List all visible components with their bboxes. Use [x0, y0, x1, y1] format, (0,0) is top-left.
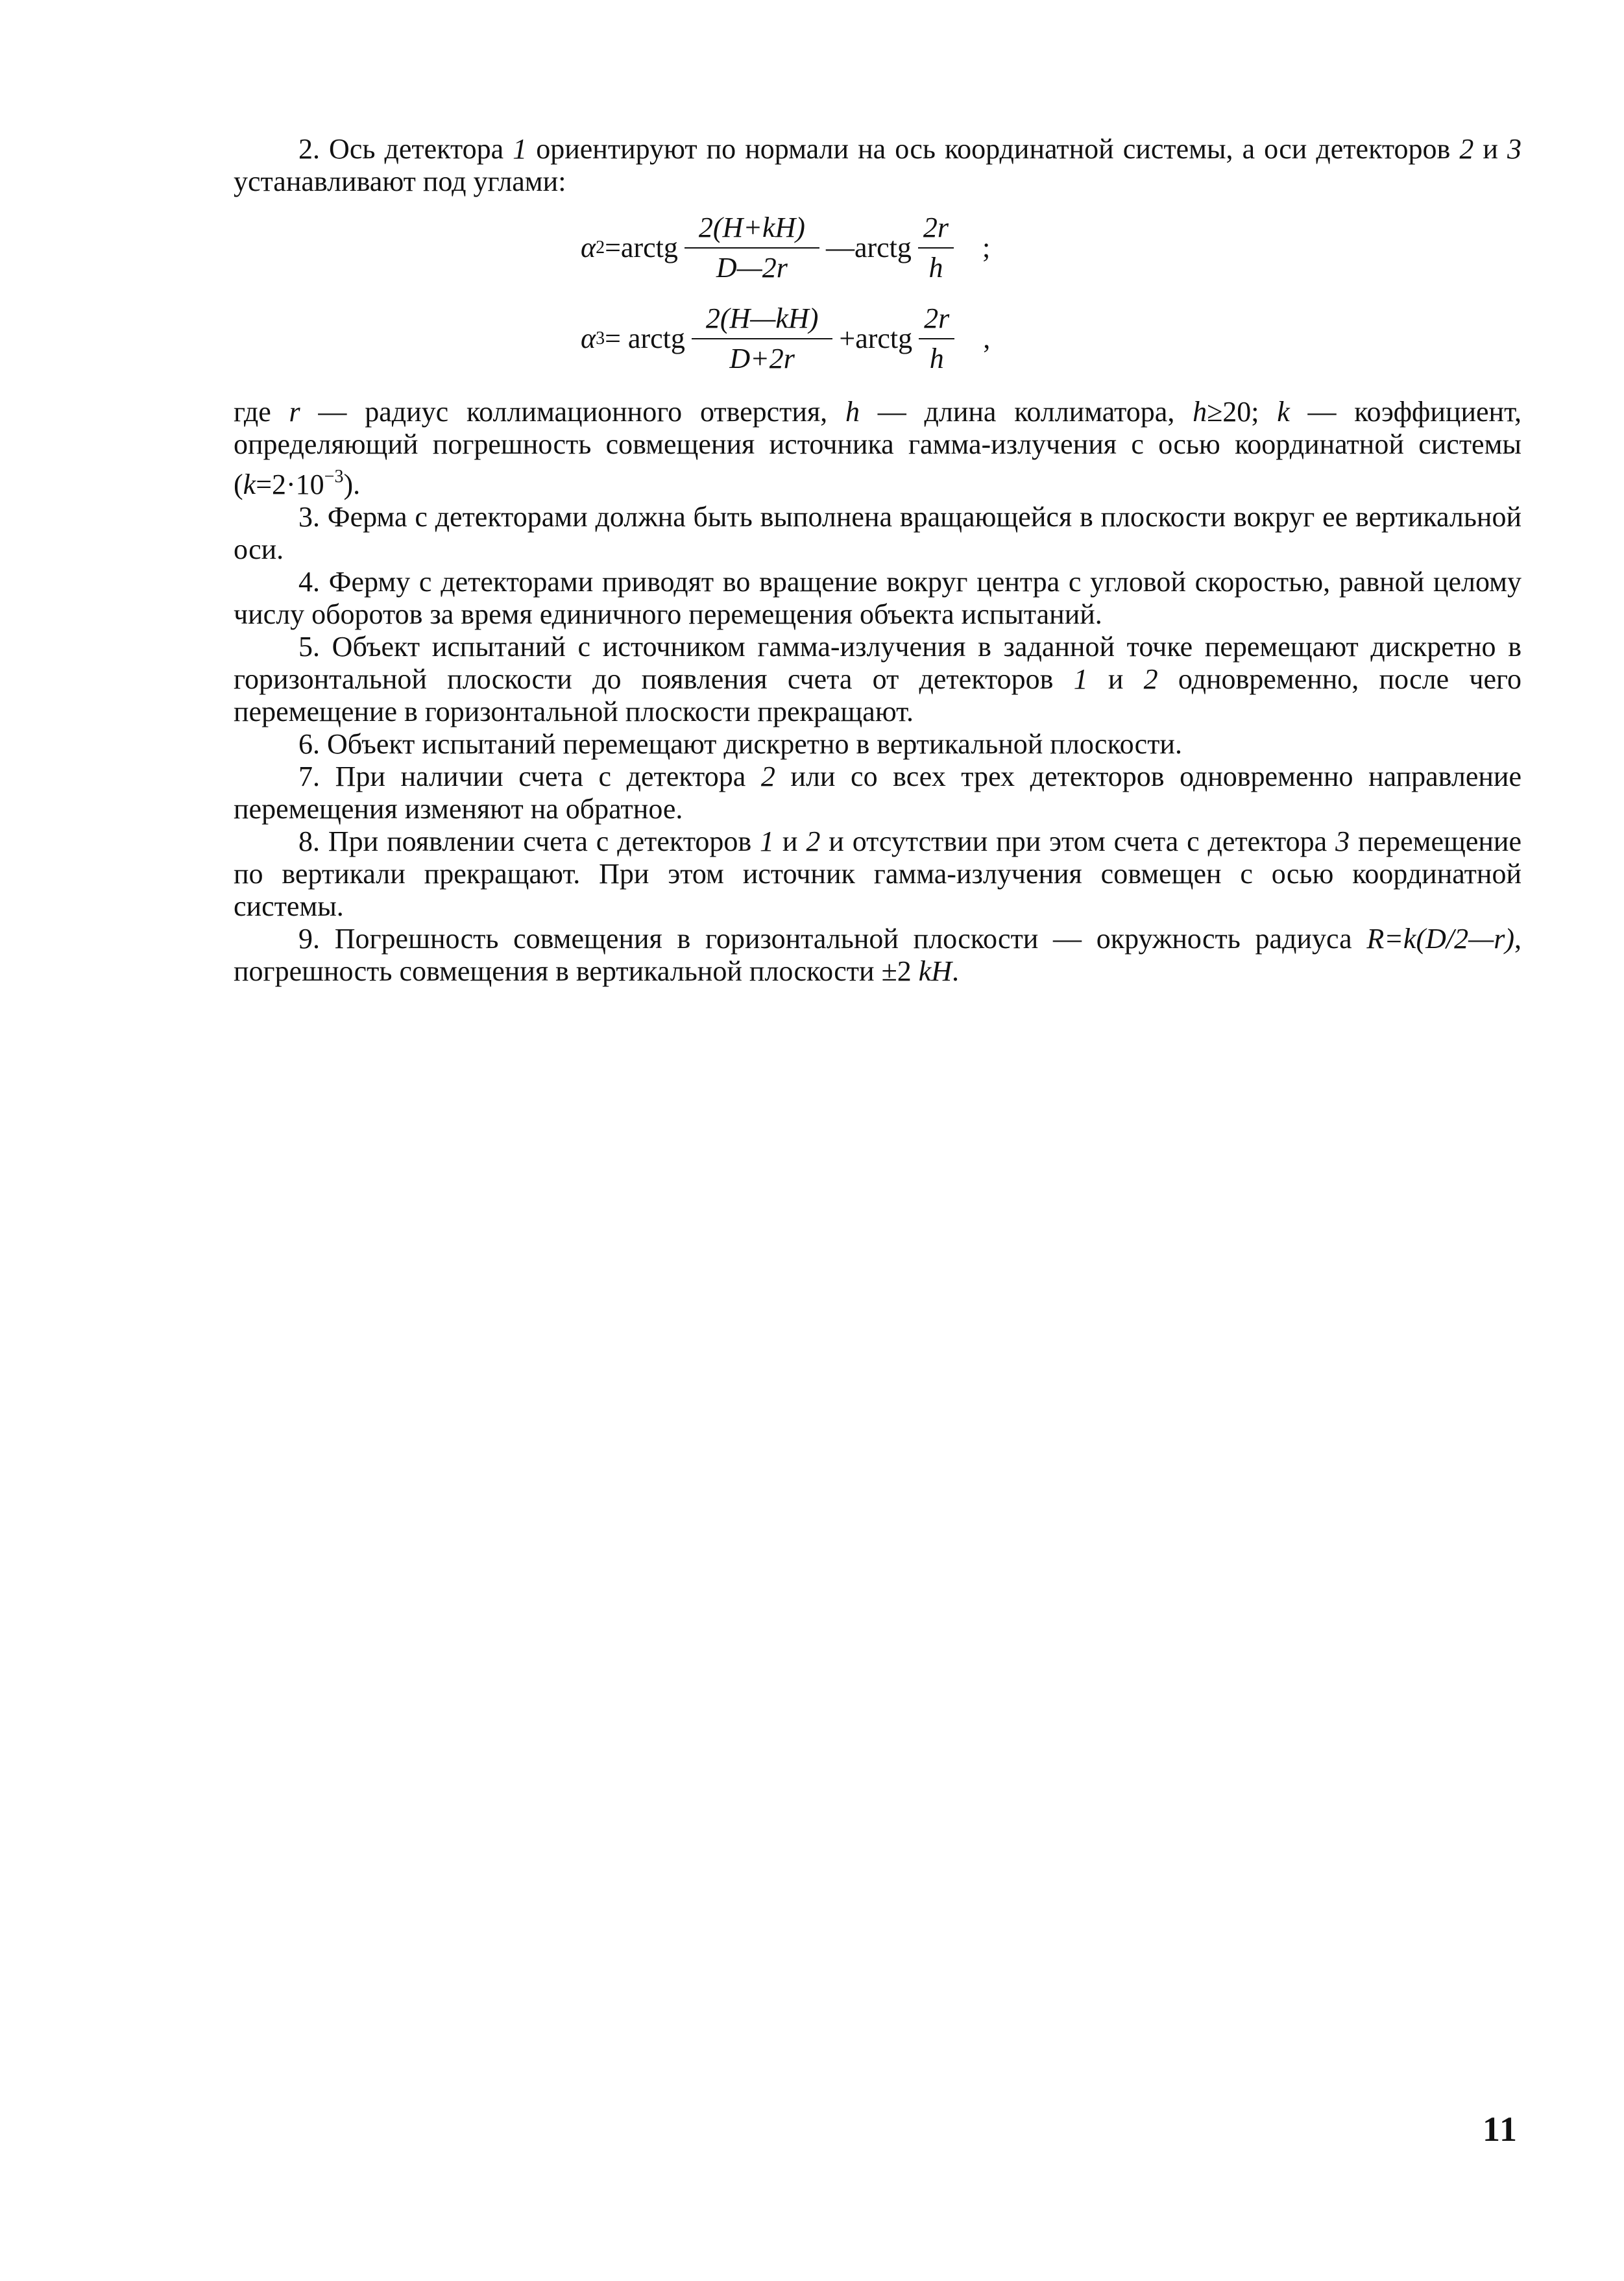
formula-operator: —arctg: [825, 232, 912, 263]
variable: k: [1277, 396, 1290, 428]
variable: r: [289, 396, 300, 428]
paragraph-3: 3. Ферма с детекторами должна быть выполнена вращающейся в плоскости вокруг ее вертикальной оси.: [234, 501, 1521, 565]
detector-number: 3: [1335, 825, 1350, 857]
text-run: .: [952, 955, 960, 987]
fraction-numerator: 2r: [918, 211, 954, 249]
text-run: и: [1087, 663, 1144, 695]
detector-number: 3: [1507, 133, 1521, 165]
paragraph-2: [234, 133, 1521, 198]
fraction: [919, 302, 954, 376]
text-run: 8. При появлении счета с детекторов: [298, 825, 760, 857]
text-run: — коэффициент, определяющий погрешность совмещения источника гамма-излучения с осью координатной системы (: [234, 396, 1522, 500]
formula-lhs-subscript: 2: [596, 238, 605, 258]
text-run: где: [234, 396, 289, 428]
text-run: ).: [343, 469, 361, 500]
paragraph-7: [234, 761, 1521, 825]
text-run: , погрешность совмещения в вертикальной плоскости ±2: [234, 923, 1521, 987]
text-run: и: [1473, 133, 1507, 165]
paragraph-8: [234, 825, 1521, 923]
detector-number: 1: [513, 133, 527, 165]
page-number: 11: [1483, 2110, 1519, 2149]
formula-punctuation: ,: [983, 323, 991, 354]
paragraph-6: 6. Объект испытаний перемещают дискретно в вертикальной плоскости.: [298, 728, 1182, 760]
where-clause: [234, 396, 1521, 501]
text-run: 5. Объект испытаний с источником гамма-излучения в заданной точке перемещают дискретно в горизонтальной плоскости до появления счета от детекторов: [234, 631, 1521, 695]
fraction-numerator: 2(H—kH): [692, 302, 833, 339]
exponent: −3: [324, 467, 344, 487]
text-run: ≥20;: [1207, 396, 1278, 428]
text-run: перемещение по вертикали прекращают. При этом источник гамма-излучения совмещен с осью координатной системы.: [234, 825, 1522, 922]
formula-alpha-2: [581, 211, 990, 285]
variable: h: [1193, 396, 1207, 428]
text-run: — длина коллиматора,: [859, 396, 1193, 428]
text-run: — радиус коллимационного отверстия,: [300, 396, 845, 428]
text-run: 7. При наличии счета с детектора: [298, 761, 761, 792]
variable: k: [243, 469, 256, 500]
fraction-denominator: h: [929, 343, 944, 374]
text-run: 9. Погрешность совмещения в горизонтальной плоскости — окружность радиуса: [298, 923, 1367, 955]
text-run: устанавливают под углами:: [234, 165, 566, 197]
variable: h: [845, 396, 860, 428]
formula-lhs-subscript: 3: [596, 328, 605, 348]
detector-number: 2: [760, 761, 775, 792]
formula-punctuation: ;: [982, 232, 991, 263]
detector-number: 2: [806, 825, 821, 857]
fraction-denominator: D—2r: [716, 252, 788, 284]
detector-number: 1: [760, 825, 775, 857]
formula-operator: =arctg: [605, 232, 678, 263]
fraction: [918, 211, 954, 285]
paragraph-9: [234, 923, 1521, 988]
detector-number: 2: [1143, 663, 1158, 695]
fraction: [685, 211, 819, 285]
text-run: или со всех трех детекторов одновременно направление перемещения изменяют на обратное.: [234, 761, 1521, 825]
fraction: [692, 302, 833, 376]
radius-formula: R=k(D/2—r): [1366, 923, 1514, 955]
text-run: =2·10: [256, 469, 324, 500]
text-run: и отсутствии при этом счета с детектора: [820, 825, 1336, 857]
formula-lhs: α: [581, 232, 596, 263]
fraction-numerator: 2(H+kH): [685, 211, 819, 249]
formula-operator: = arctg: [605, 323, 685, 354]
fraction-denominator: D+2r: [729, 343, 795, 374]
formula-block: [234, 198, 1521, 396]
text-run: одновременно, после чего перемещение в горизонтальной плоскости прекращают.: [234, 663, 1521, 727]
formula-operator: +arctg: [839, 323, 913, 354]
text-run: 2. Ось детектора: [298, 133, 513, 165]
detector-number: 1: [1073, 663, 1088, 695]
formula-lhs: α: [581, 323, 596, 354]
fraction-denominator: h: [928, 252, 943, 284]
fraction-numerator: 2r: [919, 302, 954, 339]
variable: kH: [918, 955, 952, 987]
text-run: ориентируют по нормали на ось координатной системы, а оси детекторов: [527, 133, 1460, 165]
body-text: [234, 133, 1521, 988]
paragraph-5: [234, 631, 1521, 728]
text-run: и: [774, 825, 806, 857]
detector-number: 2: [1459, 133, 1474, 165]
paragraph-4: 4. Ферму с детекторами приводят во вращение вокруг центра с угловой скоростью, равной целому числу оборотов за время единичного перемещения объекта испытаний.: [234, 566, 1521, 630]
formula-alpha-3: [581, 302, 990, 376]
